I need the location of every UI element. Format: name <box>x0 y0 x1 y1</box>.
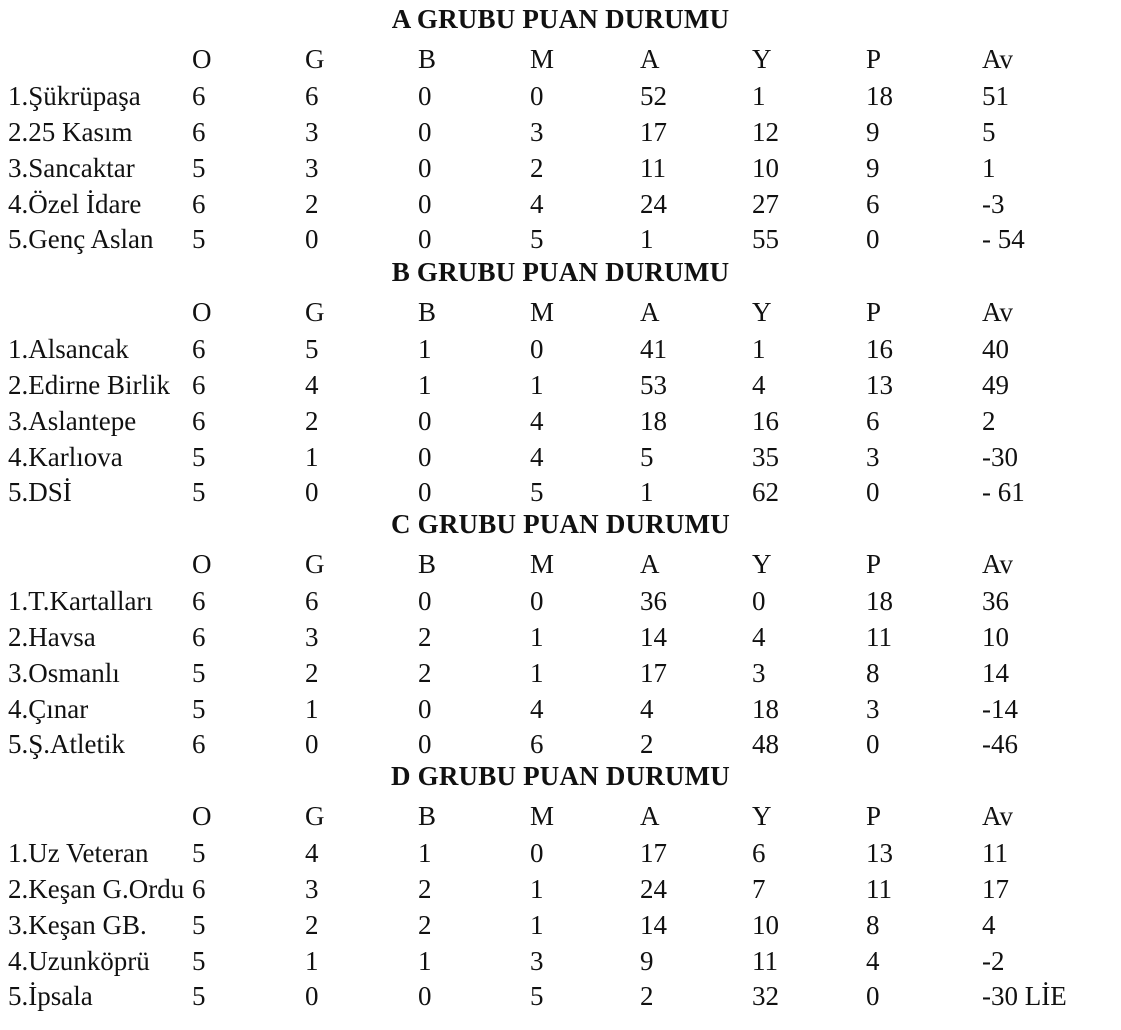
stat-o: 6 <box>192 81 206 111</box>
stat-p: 18 <box>866 586 893 616</box>
column-header-g: G <box>305 297 325 327</box>
stat-o: 5 <box>192 477 206 507</box>
stat-g: 3 <box>305 874 319 904</box>
column-header-m: M <box>530 549 555 579</box>
stat-o: 6 <box>192 334 206 364</box>
table-row <box>0 114 1121 150</box>
group-a-standings <box>0 0 1121 253</box>
column-header-a: A <box>640 801 660 831</box>
stat-b: 2 <box>418 658 432 688</box>
stat-m: 4 <box>530 406 544 436</box>
stat-m: 0 <box>530 334 544 364</box>
stat-p: 3 <box>866 442 880 472</box>
table-row <box>0 835 1121 871</box>
stat-g: 2 <box>305 658 319 688</box>
stat-y: 32 <box>752 981 779 1011</box>
team-name: 4.Uzunköprü <box>8 946 150 976</box>
column-header-o: O <box>192 549 212 579</box>
stat-av: -46 <box>982 729 1018 759</box>
stat-o: 5 <box>192 910 206 940</box>
team-name: 2.25 Kasım <box>8 117 133 147</box>
team-name: 5.Ş.Atletik <box>8 729 126 759</box>
team-name: 4.Özel İdare <box>8 189 142 219</box>
stat-av: 2 <box>982 406 996 436</box>
stat-a: 14 <box>640 622 667 652</box>
stat-m: 4 <box>530 189 544 219</box>
table-row <box>0 78 1121 114</box>
stat-y: 4 <box>752 622 766 652</box>
table-row <box>0 907 1121 943</box>
stat-b: 0 <box>418 442 432 472</box>
stat-p: 9 <box>866 153 880 183</box>
stat-o: 6 <box>192 586 206 616</box>
group-b-standings <box>0 253 1121 506</box>
stat-y: 10 <box>752 910 779 940</box>
stat-p: 0 <box>866 224 880 254</box>
stat-b: 0 <box>418 189 432 219</box>
stat-o: 5 <box>192 838 206 868</box>
stat-m: 1 <box>530 658 544 688</box>
column-header-row <box>0 294 1121 330</box>
stat-p: 6 <box>866 189 880 219</box>
stat-m: 4 <box>530 694 544 724</box>
column-header-g: G <box>305 549 325 579</box>
stat-a: 14 <box>640 910 667 940</box>
stat-a: 5 <box>640 442 654 472</box>
stat-o: 6 <box>192 370 206 400</box>
stat-p: 6 <box>866 406 880 436</box>
team-name: 4.Karlıova <box>8 442 123 472</box>
table-row <box>0 655 1121 691</box>
stat-av: - 61 <box>982 477 1025 507</box>
stat-m: 6 <box>530 729 544 759</box>
stat-o: 5 <box>192 153 206 183</box>
stat-p: 8 <box>866 910 880 940</box>
stat-av: 11 <box>982 838 1008 868</box>
stat-g: 4 <box>305 370 319 400</box>
stat-a: 1 <box>640 477 654 507</box>
stat-y: 35 <box>752 442 779 472</box>
stat-b: 1 <box>418 838 432 868</box>
stat-av: -3 <box>982 189 1005 219</box>
stat-g: 3 <box>305 117 319 147</box>
team-name: 2.Edirne Birlik <box>8 370 170 400</box>
column-header-y: Y <box>752 549 772 579</box>
stat-o: 5 <box>192 946 206 976</box>
stat-o: 5 <box>192 981 206 1011</box>
team-name: 5.Genç Aslan <box>8 224 154 254</box>
stat-a: 24 <box>640 874 667 904</box>
column-header-p: P <box>866 44 882 74</box>
stat-p: 18 <box>866 81 893 111</box>
stat-y: 1 <box>752 81 766 111</box>
stat-a: 53 <box>640 370 667 400</box>
column-header-a: A <box>640 297 660 327</box>
stat-b: 0 <box>418 406 432 436</box>
stat-b: 0 <box>418 81 432 111</box>
column-header-p: P <box>866 549 882 579</box>
stat-a: 9 <box>640 946 654 976</box>
stat-y: 6 <box>752 838 766 868</box>
stat-y: 62 <box>752 477 779 507</box>
column-header-av: Av <box>982 297 1013 327</box>
stat-b: 1 <box>418 946 432 976</box>
stat-b: 0 <box>418 153 432 183</box>
stat-av: -30 <box>982 442 1018 472</box>
stat-m: 0 <box>530 81 544 111</box>
stat-m: 0 <box>530 586 544 616</box>
column-header-p: P <box>866 801 882 831</box>
table-row <box>0 367 1121 403</box>
stat-av: 51 <box>982 81 1009 111</box>
stat-av: -2 <box>982 946 1005 976</box>
group-title: D GRUBU PUAN DURUMU <box>390 761 731 791</box>
stat-b: 2 <box>418 874 432 904</box>
column-header-m: M <box>530 44 555 74</box>
column-header-row <box>0 41 1121 77</box>
stat-m: 1 <box>530 910 544 940</box>
table-row <box>0 331 1121 367</box>
stat-o: 5 <box>192 442 206 472</box>
stat-m: 5 <box>530 224 544 254</box>
stat-g: 1 <box>305 442 319 472</box>
stat-b: 0 <box>418 729 432 759</box>
stat-p: 0 <box>866 981 880 1011</box>
column-header-o: O <box>192 297 212 327</box>
stat-p: 4 <box>866 946 880 976</box>
stat-g: 6 <box>305 81 319 111</box>
stat-p: 13 <box>866 370 893 400</box>
stat-o: 6 <box>192 406 206 436</box>
column-header-row <box>0 798 1121 834</box>
stat-g: 4 <box>305 838 319 868</box>
stat-b: 0 <box>418 224 432 254</box>
stat-m: 3 <box>530 946 544 976</box>
stat-g: 2 <box>305 406 319 436</box>
stat-a: 24 <box>640 189 667 219</box>
stat-o: 6 <box>192 622 206 652</box>
stat-av: - 54 <box>982 224 1025 254</box>
stat-y: 10 <box>752 153 779 183</box>
stat-g: 0 <box>305 981 319 1011</box>
stat-av: -14 <box>982 694 1018 724</box>
team-name: 5.DSİ <box>8 477 72 507</box>
stat-b: 0 <box>418 981 432 1011</box>
stat-b: 2 <box>418 622 432 652</box>
stat-p: 3 <box>866 694 880 724</box>
column-header-p: P <box>866 297 882 327</box>
table-row <box>0 583 1121 619</box>
stat-o: 6 <box>192 874 206 904</box>
column-header-b: B <box>418 549 437 579</box>
stat-av: 4 <box>982 910 996 940</box>
stat-p: 13 <box>866 838 893 868</box>
stat-m: 2 <box>530 153 544 183</box>
stat-g: 6 <box>305 586 319 616</box>
stat-m: 1 <box>530 874 544 904</box>
stat-m: 3 <box>530 117 544 147</box>
stat-m: 0 <box>530 838 544 868</box>
stat-p: 8 <box>866 658 880 688</box>
stat-av: 10 <box>982 622 1009 652</box>
column-header-g: G <box>305 44 325 74</box>
stat-a: 1 <box>640 224 654 254</box>
stat-y: 1 <box>752 334 766 364</box>
stat-a: 18 <box>640 406 667 436</box>
stat-y: 11 <box>752 946 778 976</box>
stat-m: 4 <box>530 442 544 472</box>
group-title: B GRUBU PUAN DURUMU <box>391 257 730 287</box>
stat-b: 1 <box>418 370 432 400</box>
column-header-o: O <box>192 44 212 74</box>
stat-a: 36 <box>640 586 667 616</box>
stat-a: 11 <box>640 153 666 183</box>
team-name: 2.Havsa <box>8 622 96 652</box>
stat-av: 14 <box>982 658 1009 688</box>
team-name: 1.T.Kartalları <box>8 586 153 616</box>
stat-av: 17 <box>982 874 1009 904</box>
column-header-av: Av <box>982 549 1013 579</box>
stat-p: 16 <box>866 334 893 364</box>
stat-av: 40 <box>982 334 1009 364</box>
column-header-row <box>0 546 1121 582</box>
stat-p: 0 <box>866 477 880 507</box>
stat-o: 6 <box>192 117 206 147</box>
group-title: A GRUBU PUAN DURUMU <box>391 4 730 34</box>
column-header-g: G <box>305 801 325 831</box>
stat-g: 3 <box>305 153 319 183</box>
stat-g: 0 <box>305 477 319 507</box>
group-c-standings <box>0 505 1121 758</box>
stat-av: 5 <box>982 117 996 147</box>
column-header-a: A <box>640 549 660 579</box>
column-header-m: M <box>530 297 555 327</box>
stat-g: 1 <box>305 694 319 724</box>
column-header-b: B <box>418 44 437 74</box>
table-row <box>0 871 1121 907</box>
table-row <box>0 691 1121 727</box>
stat-y: 3 <box>752 658 766 688</box>
team-name: 1.Alsancak <box>8 334 129 364</box>
column-header-m: M <box>530 801 555 831</box>
stat-a: 2 <box>640 981 654 1011</box>
column-header-b: B <box>418 801 437 831</box>
stat-b: 2 <box>418 910 432 940</box>
column-header-y: Y <box>752 44 772 74</box>
group-d-standings <box>0 757 1121 1010</box>
table-row <box>0 150 1121 186</box>
stat-y: 55 <box>752 224 779 254</box>
stat-y: 7 <box>752 874 766 904</box>
stat-av: 1 <box>982 153 996 183</box>
column-header-a: A <box>640 44 660 74</box>
stat-y: 16 <box>752 406 779 436</box>
stat-b: 0 <box>418 586 432 616</box>
table-row <box>0 403 1121 439</box>
stat-b: 0 <box>418 477 432 507</box>
table-row <box>0 186 1121 222</box>
team-name: 5.İpsala <box>8 981 93 1011</box>
stat-y: 48 <box>752 729 779 759</box>
team-name: 3.Aslantepe <box>8 406 137 436</box>
stat-y: 27 <box>752 189 779 219</box>
stat-m: 5 <box>530 981 544 1011</box>
table-row <box>0 619 1121 655</box>
stat-a: 17 <box>640 658 667 688</box>
column-header-b: B <box>418 297 437 327</box>
stat-g: 5 <box>305 334 319 364</box>
stat-y: 12 <box>752 117 779 147</box>
team-name: 1.Uz Veteran <box>8 838 149 868</box>
stat-a: 4 <box>640 694 654 724</box>
stat-m: 1 <box>530 622 544 652</box>
stat-y: 18 <box>752 694 779 724</box>
team-name: 3.Osmanlı <box>8 658 120 688</box>
stat-b: 0 <box>418 694 432 724</box>
stat-p: 9 <box>866 117 880 147</box>
column-header-y: Y <box>752 801 772 831</box>
table-row <box>0 439 1121 475</box>
team-name: 3.Sancaktar <box>8 153 135 183</box>
column-header-av: Av <box>982 44 1013 74</box>
stat-m: 1 <box>530 370 544 400</box>
stat-a: 41 <box>640 334 667 364</box>
stat-o: 5 <box>192 658 206 688</box>
stat-g: 2 <box>305 910 319 940</box>
stat-o: 6 <box>192 189 206 219</box>
table-row <box>0 943 1121 979</box>
stat-g: 1 <box>305 946 319 976</box>
stat-g: 3 <box>305 622 319 652</box>
stat-g: 0 <box>305 224 319 254</box>
column-header-av: Av <box>982 801 1013 831</box>
team-name: 3.Keşan GB. <box>8 910 147 940</box>
group-title: C GRUBU PUAN DURUMU <box>390 509 731 539</box>
stat-a: 52 <box>640 81 667 111</box>
team-name: 1.Şükrüpaşa <box>8 81 141 111</box>
stat-b: 0 <box>418 117 432 147</box>
stat-o: 5 <box>192 224 206 254</box>
stat-a: 17 <box>640 838 667 868</box>
table-row <box>0 978 1121 1014</box>
stat-m: 5 <box>530 477 544 507</box>
stat-b: 1 <box>418 334 432 364</box>
stat-o: 5 <box>192 694 206 724</box>
stat-a: 2 <box>640 729 654 759</box>
stat-y: 4 <box>752 370 766 400</box>
stat-g: 0 <box>305 729 319 759</box>
stat-av: -30 LİE <box>982 981 1067 1011</box>
stat-p: 11 <box>866 874 892 904</box>
stat-g: 2 <box>305 189 319 219</box>
column-header-o: O <box>192 801 212 831</box>
table-row <box>0 221 1121 257</box>
team-name: 2.Keşan G.Ordu <box>8 874 185 904</box>
stat-o: 6 <box>192 729 206 759</box>
stat-av: 36 <box>982 586 1009 616</box>
stat-p: 0 <box>866 729 880 759</box>
column-header-y: Y <box>752 297 772 327</box>
stat-p: 11 <box>866 622 892 652</box>
stat-y: 0 <box>752 586 766 616</box>
stat-a: 17 <box>640 117 667 147</box>
team-name: 4.Çınar <box>8 694 89 724</box>
stat-av: 49 <box>982 370 1009 400</box>
